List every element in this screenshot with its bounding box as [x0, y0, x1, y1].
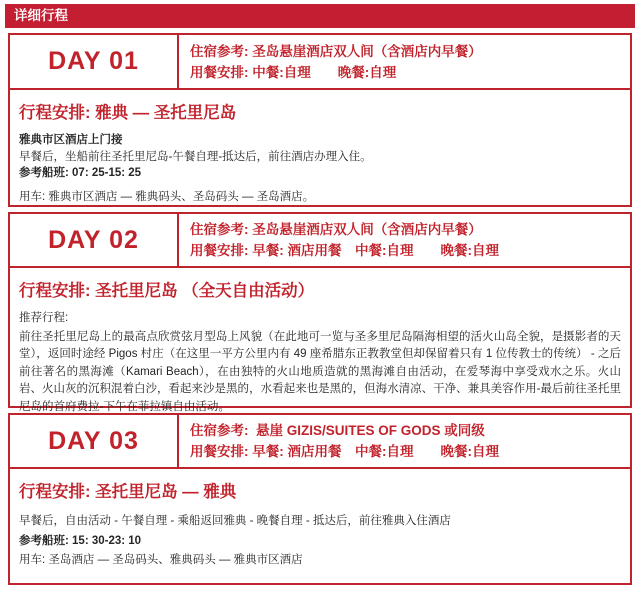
day-3-meals: 用餐安排: 早餐: 酒店用餐 中餐:自理 晚餐:自理: [190, 444, 499, 459]
day-2-description: 前往圣托里尼岛上的最高点欣赏弦月型岛上风貌（在此地可一览与圣多里尼岛隔海相望的活火山岛全貌，是摄影者的天堂），返回时途经 Pigos 村庄（在这里一平方公里内有 49 座希腊东正教教堂但却保留着只有 1 位传教士的传统） - 之后前往著名的黑海滩（Kamari Beach），在由独特的火山地质造就的黑海滩自由活动，在爱琴海中享受戏水之乐。火山岩、火山灰的沉积混着白沙，看起来沙是黑的，水看起来也是黑的，但海水清凉、干净、兼具美容作用-最后前往圣托里尼岛的首府费拉-下午在菲拉镇自由活动。: [19, 330, 621, 413]
day-1-ferry-schedule: 参考船班: 07: 25-15: 25: [19, 167, 142, 179]
day-1-lodging: 住宿参考: 圣岛悬崖酒店双人间（含酒店内早餐）: [190, 43, 482, 59]
day-2-recommended-label: 推荐行程:: [19, 312, 69, 324]
day-1-header-box: [8, 33, 632, 90]
day-1-transfer-route: 用车: 雅典市区酒店 — 雅典码头、圣岛码头 — 圣岛酒店。: [19, 190, 315, 203]
day-1-meals: 用餐安排: 中餐:自理 晚餐:自理: [190, 64, 397, 80]
day-1-description: 早餐后，坐船前往圣托里尼岛-午餐自理-抵达后，前往酒店办理入住。: [19, 150, 372, 163]
day-3-route-heading: 行程安排: 圣托里尼岛 — 雅典: [19, 483, 237, 501]
section-title: 详细行程: [14, 8, 68, 23]
day-3-info: [179, 415, 630, 467]
day-3-lodging: 住宿参考: 悬崖 GIZIS/SUITES OF GODS 或同级: [190, 423, 485, 438]
day-3-description: 早餐后，自由活动 - 午餐自理 - 乘船返回雅典 - 晚餐自理 - 抵达后，前往雅典入住酒店: [19, 515, 451, 527]
section-header-bar: [5, 4, 635, 28]
day-3-transfer-route: 用车: 圣岛酒店 — 圣岛码头、雅典码头 — 雅典市区酒店: [19, 554, 303, 566]
day-2-meals: 用餐安排: 早餐: 酒店用餐 中餐:自理 晚餐:自理: [190, 243, 499, 258]
day-2-label: DAY 02: [10, 214, 179, 266]
day-1-route-heading: 行程安排: 雅典 — 圣托里尼岛: [19, 104, 237, 122]
day-2-header-box: [8, 212, 632, 268]
day-3-header-box: [8, 413, 632, 469]
day-1-pickup-note: 雅典市区酒店上门接: [19, 134, 123, 146]
day-1-info: [179, 35, 630, 88]
day-2-lodging: 住宿参考: 圣岛悬崖酒店双人间（含酒店内早餐）: [190, 222, 482, 237]
day-2-info: [179, 214, 630, 266]
day-1-content-box: [8, 88, 632, 207]
day-3-content-box: [8, 467, 632, 585]
day-2-content-box: [8, 266, 632, 413]
day-3-label: DAY 03: [10, 415, 179, 467]
day-3-ferry-schedule: 参考船班: 15: 30-23: 10: [19, 534, 142, 547]
day-1-label: DAY 01: [10, 35, 179, 88]
day-2-route-heading: 行程安排: 圣托里尼岛 （全天自由活动）: [19, 282, 315, 300]
